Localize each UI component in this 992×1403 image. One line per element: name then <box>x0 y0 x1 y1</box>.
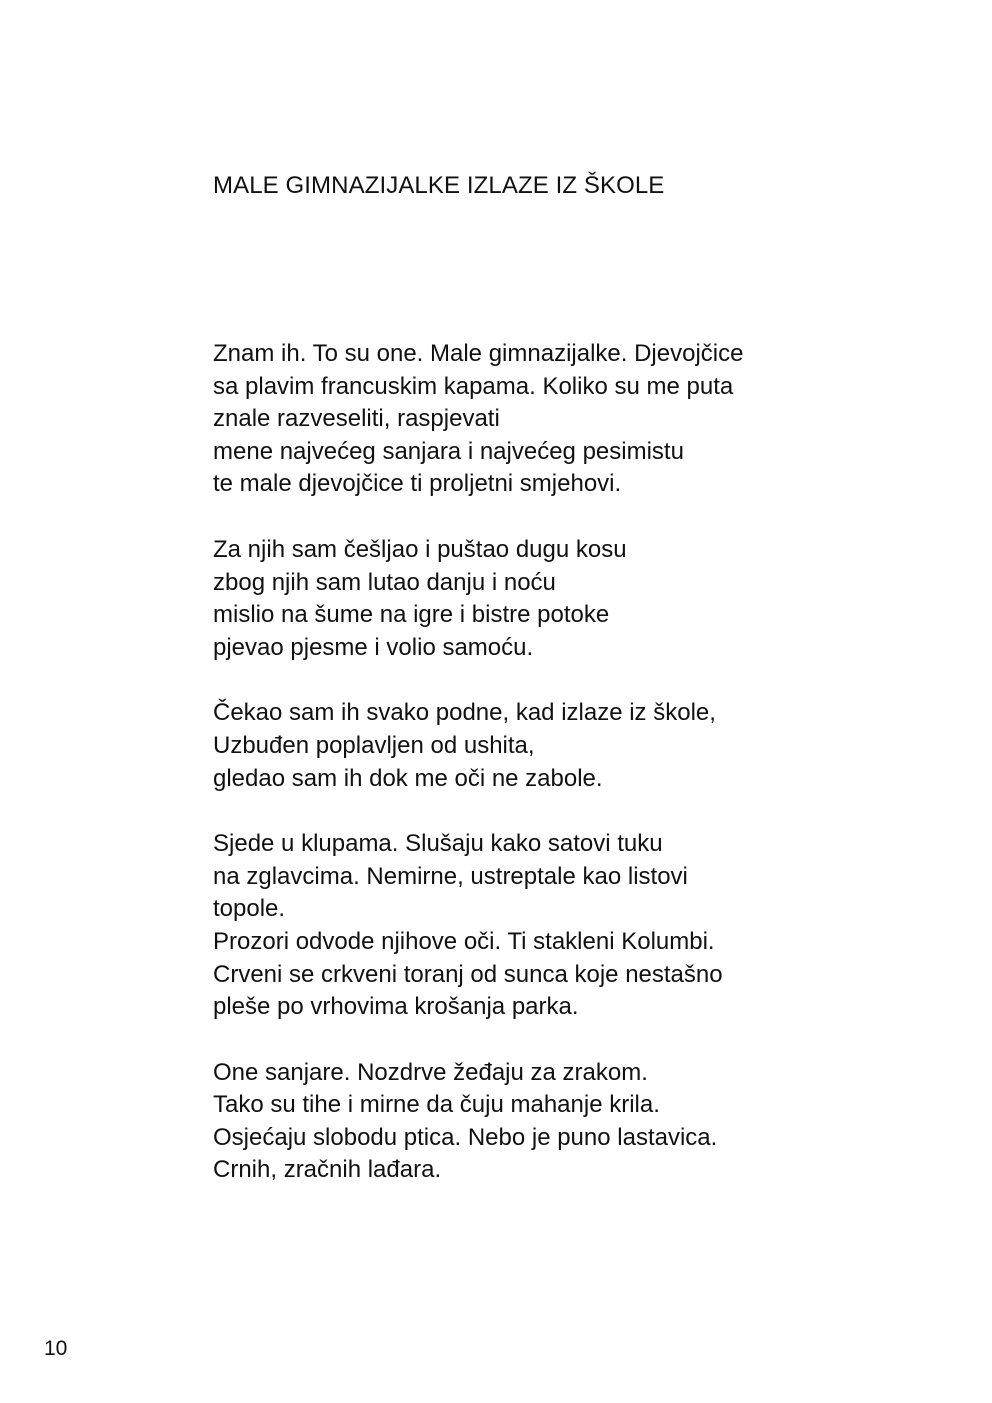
poem-line: Crnih, zračnih lađara. <box>213 1156 442 1184</box>
poem-line: zbog njih sam lutao danju i noću <box>213 568 556 596</box>
poem-line: te male djevojčice ti proljetni smjehovi. <box>213 470 622 498</box>
poem-line: topole. <box>213 895 286 923</box>
poem-line: na zglavcima. Nemirne, ustreptale kao listovi <box>213 862 688 890</box>
poem-line: gledao sam ih dok me oči ne zabole. <box>213 764 603 792</box>
page-number: 10 <box>44 1337 68 1360</box>
poem-line: pleše po vrhovima krošanja parka. <box>213 993 579 1021</box>
poem-line: Sjede u klupama. Slušaju kako satovi tuku <box>213 830 663 858</box>
poem-line: Prozori odvode njihove oči. Ti stakleni Kolumbi. <box>213 927 715 955</box>
poem-line: Za njih sam češljao i puštao dugu kosu <box>213 535 627 563</box>
poem-title: MALE GIMNAZIJALKE IZLAZE IZ ŠKOLE <box>213 172 665 199</box>
poem-line: pjevao pjesme i volio samoću. <box>213 633 534 661</box>
stanza-4 <box>213 828 913 1024</box>
stanza-1 <box>213 338 913 501</box>
poem-line: Crveni se crkveni toranj od sunca koje nestašno <box>213 960 723 988</box>
poem-line: znale razveseliti, raspjevati <box>213 405 500 433</box>
stanza-2 <box>213 534 913 664</box>
stanza-5 <box>213 1057 913 1187</box>
poem-line: Uzbuđen poplavljen od ushita, <box>213 731 535 759</box>
poem-line: Tako su tihe i mirne da čuju mahanje krila. <box>213 1091 660 1119</box>
poem-body <box>213 338 913 1220</box>
poem-line: One sanjare. Nozdrve žeđaju za zrakom. <box>213 1058 648 1086</box>
poem-line: Znam ih. To su one. Male gimnazijalke. Djevojčice <box>213 340 744 367</box>
poem-line: Osjećaju slobodu ptica. Nebo je puno lastavica. <box>213 1123 718 1151</box>
poem-line: mene najvećeg sanjara i najvećeg pesimistu <box>213 437 684 465</box>
poem-line: sa plavim francuskim kapama. Koliko su me puta <box>213 372 734 400</box>
poem-line: mislio na šume na igre i bistre potoke <box>213 601 610 629</box>
stanza-3 <box>213 697 913 795</box>
poem-line: Čekao sam ih svako podne, kad izlaze iz škole, <box>213 699 716 727</box>
